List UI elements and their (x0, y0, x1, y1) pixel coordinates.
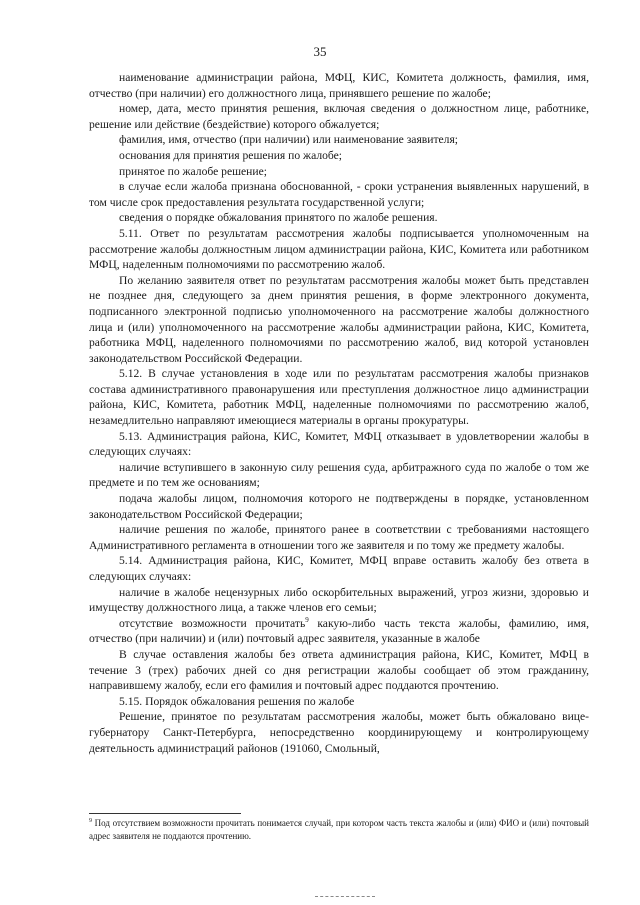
paragraph: номер, дата, место принятия решения, включая сведения о должностном лице, работнике, решение или действие (бездействие) которого обжалуется; (89, 102, 589, 131)
paragraph: наличие решения по жалобе, принятого ранее в соответствии с требованиями настоящего Административного регламента в отношении того же заявителя и по тому же предмету жалобы. (89, 523, 589, 552)
paragraph: наличие в жалобе нецензурных либо оскорбительных выражений, угроз жизни, здоровью и имуществу должностного лица, а также членов его семьи; (89, 585, 589, 615)
paragraph: подача жалобы лицом, полномочия которого не подтверждены в порядке, установленном законодательством Российской Федерации; (89, 492, 589, 521)
footnote-text: Под отсутствием возможности прочитать понимается случай, при котором часть текста жалобы и (или) ФИО и (или) почтовый адрес заявителя не поддаются прочтению. (89, 818, 589, 841)
paragraph: Решение, принятое по результатам рассмотрения жалобы, может быть обжаловано вице-губернатору Санкт-Петербурга, непосредственно координирующему и контролирующему деятельность администраций районов (191060, Смольный, (89, 710, 589, 755)
paragraph: 5.12. В случае установления в ходе или по результатам рассмотрения жалобы признаков состава административного правонарушения или преступления должностное лицо администрации района, КИС, Комитета, работник МФЦ, наделенные полномочиями по рассмотрению жалоб, незамедлительно направляют имеющиеся материалы в органы прокуратуры. (89, 367, 589, 428)
paragraph: По желанию заявителя ответ по результатам рассмотрения жалобы может быть представлен не позднее дня, следующего за днем принятия решения, в форме электронного документа, подписанного электронной подписью уполномоченного на рассмотрение жалобы должностного лица и (или) уполномоченного на рассмотрение жалобы администрации района, КИС, Комитета, работника МФЦ, наделенного полномочиями по рассмотрению жалоб, вид которой установлен законодательством Российской Федерации. (89, 273, 589, 365)
paragraph: наименование администрации района, МФЦ, КИС, Комитета должность, фамилия, имя, отчество (при наличии) его должностного лица, принявшего решение по жалобе; (89, 71, 589, 100)
paragraph: сведения о порядке обжалования принятого по жалобе решения. (119, 211, 438, 225)
paragraph-text: какую-либо часть текста жалобы, фамилию, имя, отчество (при наличии) и (или) почтовый адрес заявителя, указанные в жалобе (89, 616, 589, 646)
body-text (89, 70, 589, 756)
paragraph: 5.11. Ответ по результатам рассмотрения жалобы подписывается уполномоченным на рассмотрение жалобы должностным лицом администрации района, КИС, Комитета или работником МФЦ, наделенным полномочиями по рассмотрению жалоб. (89, 226, 589, 272)
paragraph: 5.14. Администрация района, КИС, Комитет, МФЦ вправе оставить жалобу без ответа в следующих случаях: (89, 554, 589, 583)
paragraph: 5.13. Администрация района, КИС, Комитет, МФЦ отказывает в удовлетворении жалобы в следующих случаях: (89, 429, 589, 459)
paragraph: основания для принятия решения по жалобе; (119, 148, 343, 162)
paragraph-text: отсутствие возможности прочитать (119, 616, 306, 630)
paragraph: принятое по жалобе решение; (119, 164, 267, 178)
footnote-number: 9 (89, 818, 92, 824)
footnote (89, 817, 589, 843)
paragraph: В случае оставления жалобы без ответа администрация района, КИС, Комитет, МФЦ в течение 3 (трех) рабочих дней со дня регистрации жалобы сообщает об этом гражданину, направившему жалобу, если его фамилия и почтовый адрес поддаются прочтению. (89, 647, 589, 693)
footnote-divider (89, 813, 241, 814)
page-number: 35 (313, 44, 327, 59)
paragraph: наличие вступившего в законную силу решения суда, арбитражного суда по жалобе о том же предмете и по тем же основаниям; (89, 460, 589, 490)
paragraph-with-footnote-ref (89, 616, 589, 647)
paragraph: фамилия, имя, отчество (при наличии) или наименование заявителя; (119, 133, 459, 147)
paragraph: 5.15. Порядок обжалования решения по жалобе (119, 694, 355, 708)
paragraph: в случае если жалоба признана обоснованной, - сроки устранения выявленных нарушений, в том числе срок предоставления результата государственной услуги; (89, 180, 589, 209)
scan-artifact (315, 896, 375, 900)
footnote-ref[interactable]: 9 (305, 615, 309, 624)
